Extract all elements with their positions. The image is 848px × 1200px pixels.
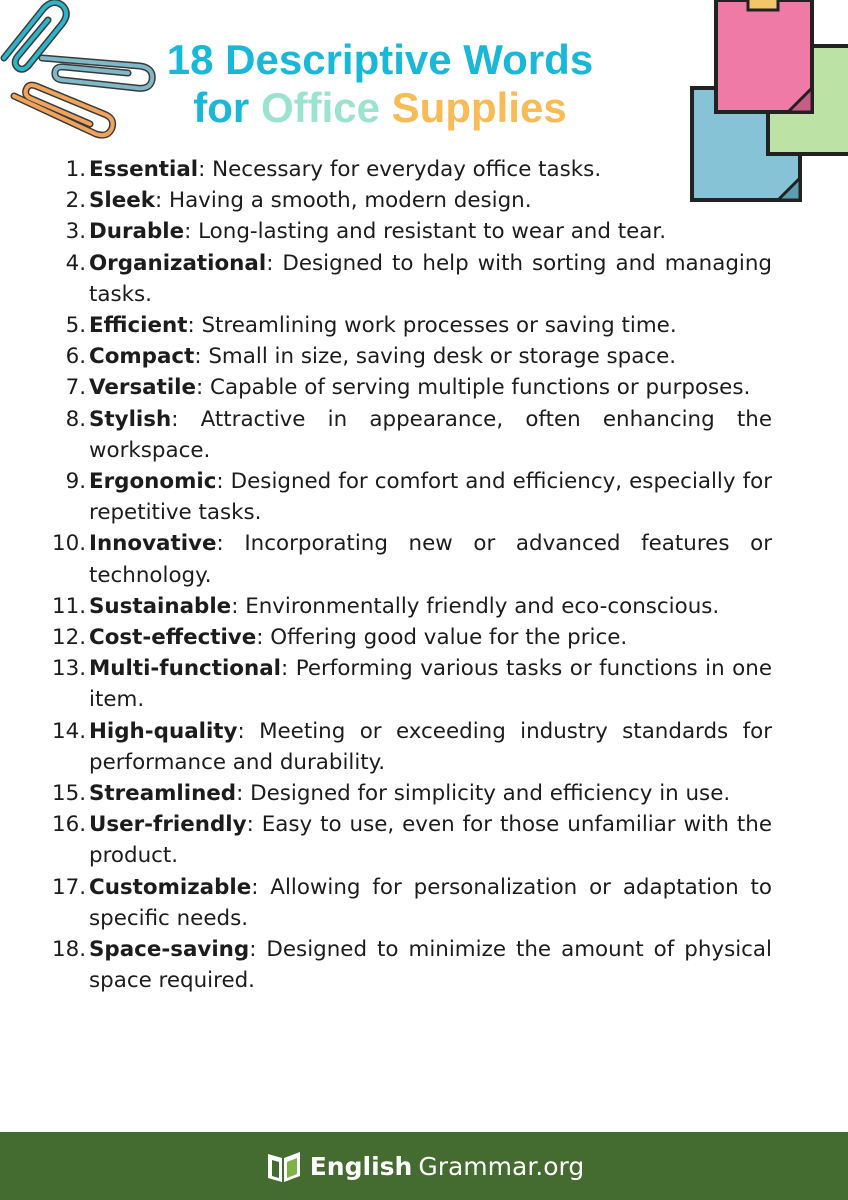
item-term: Efficient (89, 313, 188, 339)
item-description: : Capable of serving multiple functions or purposes. (196, 375, 751, 401)
list-item (0, 154, 772, 185)
item-number: 15. (51, 781, 86, 807)
item-description: : Easy to use, even for those unfamiliar with the product. (89, 812, 772, 869)
item-number: 18. (51, 937, 86, 963)
item-term: Innovative (89, 531, 217, 557)
list-item (0, 622, 772, 653)
item-number: 14. (51, 718, 86, 744)
item-description: : Long-lasting and resistant to wear and tear. (184, 219, 667, 245)
item-term: Space-saving (89, 937, 250, 963)
list-item (0, 185, 772, 216)
list-item (0, 653, 772, 715)
item-number: 11. (51, 593, 86, 619)
title-line-1: 18 Descriptive Words (166, 36, 594, 83)
item-term: Ergonomic (89, 469, 217, 495)
list-item (0, 809, 772, 871)
item-description: : Environmentally friendly and eco-conscious. (231, 593, 720, 619)
item-term: Cost-effective (89, 625, 257, 651)
item-term: Customizable (89, 874, 252, 900)
list-item (0, 248, 772, 310)
item-description: : Performing various tasks or functions in one item. (89, 656, 772, 713)
item-term: High-quality (89, 718, 238, 744)
brand-name-regular: Grammar.org (418, 1151, 585, 1181)
item-term: Streamlined (89, 781, 237, 807)
item-term: Durable (89, 219, 185, 245)
list-item (0, 872, 772, 934)
item-number: 6. (65, 344, 86, 370)
item-number: 16. (51, 812, 86, 838)
list-item (0, 716, 772, 778)
title-supplies: Supplies (391, 84, 567, 131)
page-title (120, 36, 640, 132)
item-description: : Designed for simplicity and efficiency in use. (236, 781, 731, 807)
brand-name-bold: English (309, 1151, 413, 1181)
item-description: : Attractive in appearance, often enhancing the workspace. (89, 406, 772, 463)
list-item (0, 216, 772, 247)
item-term: Sleek (89, 188, 155, 214)
brand-logo[interactable] (264, 1148, 585, 1184)
item-term: Essential (89, 157, 199, 182)
title-for: for (193, 84, 250, 131)
item-description: : Necessary for everyday office tasks. (198, 157, 602, 182)
item-number: 4. (65, 250, 86, 276)
item-number: 17. (51, 874, 86, 900)
item-description: : Designed to minimize the amount of physical space required. (89, 937, 772, 994)
list-item (0, 466, 772, 528)
list-item (0, 310, 772, 341)
title-office: Office (260, 84, 380, 131)
list-item (0, 934, 772, 996)
item-description: : Incorporating new or advanced features or technology. (89, 531, 772, 588)
list-item (0, 778, 772, 809)
item-number: 10. (51, 531, 86, 557)
item-number: 9. (65, 469, 86, 495)
item-description: : Allowing for personalization or adaptation to specific needs. (89, 874, 772, 931)
item-term: Versatile (89, 375, 197, 401)
item-number: 3. (65, 219, 86, 245)
item-term: Stylish (89, 406, 172, 432)
item-term: User-friendly (89, 812, 247, 838)
item-number: 5. (65, 313, 86, 339)
word-list (0, 154, 772, 996)
item-description: : Meeting or exceeding industry standards for performance and durability. (89, 718, 772, 775)
item-description: : Designed to help with sorting and managing tasks. (89, 250, 772, 307)
item-description: : Having a smooth, modern design. (154, 188, 532, 214)
item-description: : Offering good value for the price. (256, 625, 628, 651)
item-number: 2. (65, 188, 86, 214)
item-term: Organizational (89, 250, 267, 276)
list-item (0, 528, 772, 590)
item-number: 7. (65, 375, 86, 401)
list-item (0, 404, 772, 466)
book-logo-icon (264, 1148, 304, 1184)
item-term: Multi-functional (89, 656, 281, 682)
item-description: : Small in size, saving desk or storage space. (194, 344, 677, 370)
list-item (0, 372, 772, 403)
footer-bar (0, 1132, 848, 1200)
item-term: Compact (89, 344, 195, 370)
list-item (0, 341, 772, 372)
item-number: 12. (51, 625, 86, 651)
item-number: 8. (65, 406, 86, 432)
list-item (0, 591, 772, 622)
item-description: : Designed for comfort and efficiency, especially for repetitive tasks. (89, 469, 772, 526)
item-description: : Streamlining work processes or saving time. (187, 313, 677, 339)
item-number: 1. (65, 157, 86, 182)
item-number: 13. (51, 656, 86, 682)
item-term: Sustainable (89, 593, 232, 619)
